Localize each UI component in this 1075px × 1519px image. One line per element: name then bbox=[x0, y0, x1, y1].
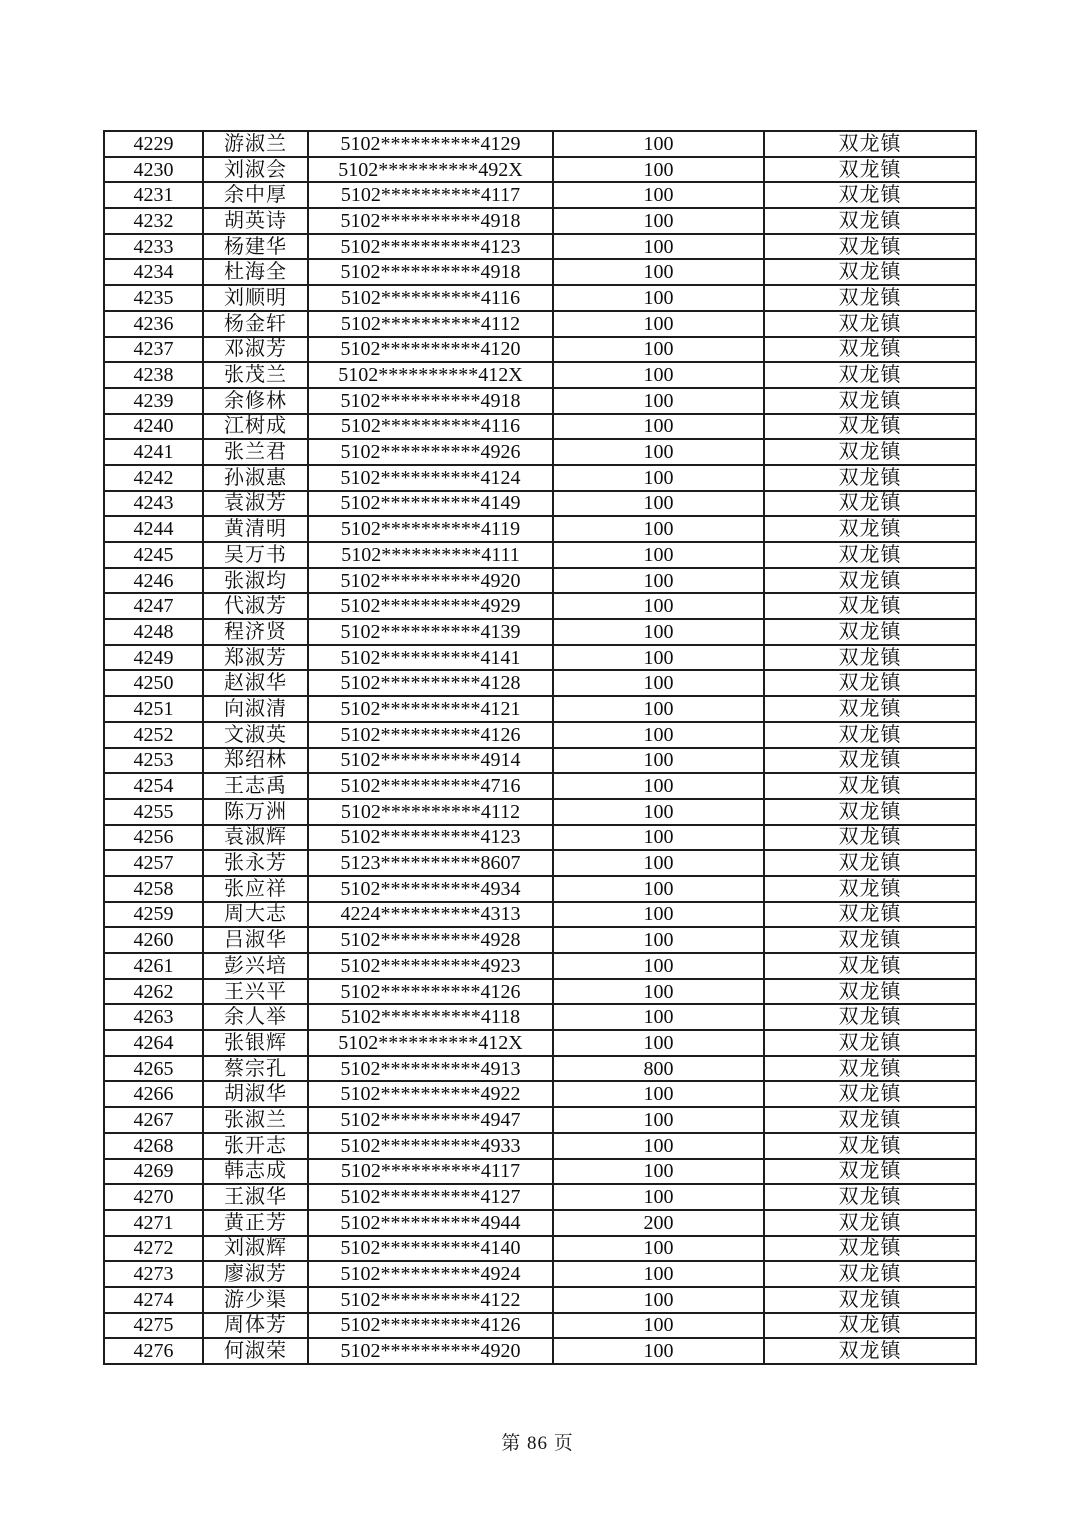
town-cell: 双龙镇 bbox=[764, 1313, 976, 1339]
amount-cell: 100 bbox=[553, 208, 764, 234]
town-cell: 双龙镇 bbox=[764, 182, 976, 208]
table-row bbox=[104, 670, 976, 696]
town-cell: 双龙镇 bbox=[764, 234, 976, 260]
table-row bbox=[104, 131, 976, 157]
row-number-cell: 4267 bbox=[104, 1107, 203, 1133]
id-number-cell: 5102**********4947 bbox=[308, 1107, 553, 1133]
table-row bbox=[104, 1261, 976, 1287]
row-number-cell: 4274 bbox=[104, 1287, 203, 1313]
id-number-cell: 5102**********4140 bbox=[308, 1236, 553, 1262]
town-cell: 双龙镇 bbox=[764, 850, 976, 876]
id-number-cell: 5102**********4934 bbox=[308, 876, 553, 902]
name-cell: 王淑华 bbox=[203, 1184, 308, 1210]
name-cell: 刘淑会 bbox=[203, 157, 308, 183]
id-number-cell: 5102**********4128 bbox=[308, 670, 553, 696]
row-number-cell: 4244 bbox=[104, 516, 203, 542]
name-cell: 郑绍林 bbox=[203, 748, 308, 774]
amount-cell: 100 bbox=[553, 1261, 764, 1287]
table-row bbox=[104, 696, 976, 722]
name-cell: 陈万洲 bbox=[203, 799, 308, 825]
town-cell: 双龙镇 bbox=[764, 1056, 976, 1082]
name-cell: 何淑荣 bbox=[203, 1338, 308, 1364]
amount-cell: 100 bbox=[553, 1313, 764, 1339]
row-number-cell: 4262 bbox=[104, 979, 203, 1005]
name-cell: 廖淑芳 bbox=[203, 1261, 308, 1287]
amount-cell: 100 bbox=[553, 593, 764, 619]
id-number-cell: 5102**********4112 bbox=[308, 311, 553, 337]
amount-cell: 100 bbox=[553, 902, 764, 928]
amount-cell: 100 bbox=[553, 337, 764, 363]
town-cell: 双龙镇 bbox=[764, 593, 976, 619]
table-row bbox=[104, 722, 976, 748]
id-number-cell: 5102**********492X bbox=[308, 157, 553, 183]
id-number-cell: 5102**********4126 bbox=[308, 722, 553, 748]
id-number-cell: 5102**********4920 bbox=[308, 1338, 553, 1364]
amount-cell: 100 bbox=[553, 979, 764, 1005]
table-row bbox=[104, 491, 976, 517]
town-cell: 双龙镇 bbox=[764, 516, 976, 542]
table-row bbox=[104, 902, 976, 928]
table-row bbox=[104, 208, 976, 234]
id-number-cell: 5102**********4126 bbox=[308, 979, 553, 1005]
table-row bbox=[104, 516, 976, 542]
table-row bbox=[104, 542, 976, 568]
amount-cell: 100 bbox=[553, 414, 764, 440]
town-cell: 双龙镇 bbox=[764, 465, 976, 491]
id-number-cell: 5102**********4918 bbox=[308, 259, 553, 285]
name-cell: 张淑均 bbox=[203, 568, 308, 594]
row-number-cell: 4266 bbox=[104, 1081, 203, 1107]
amount-cell: 100 bbox=[553, 953, 764, 979]
row-number-cell: 4276 bbox=[104, 1338, 203, 1364]
row-number-cell: 4268 bbox=[104, 1133, 203, 1159]
row-number-cell: 4246 bbox=[104, 568, 203, 594]
id-number-cell: 5102**********4121 bbox=[308, 696, 553, 722]
table-row bbox=[104, 979, 976, 1005]
row-number-cell: 4240 bbox=[104, 414, 203, 440]
amount-cell: 100 bbox=[553, 1081, 764, 1107]
amount-cell: 100 bbox=[553, 131, 764, 157]
town-cell: 双龙镇 bbox=[764, 1107, 976, 1133]
name-cell: 游少渠 bbox=[203, 1287, 308, 1313]
name-cell: 张茂兰 bbox=[203, 362, 308, 388]
row-number-cell: 4235 bbox=[104, 285, 203, 311]
table-row bbox=[104, 619, 976, 645]
id-number-cell: 4224**********4313 bbox=[308, 902, 553, 928]
town-cell: 双龙镇 bbox=[764, 568, 976, 594]
id-number-cell: 5102**********4141 bbox=[308, 645, 553, 671]
id-number-cell: 5102**********4122 bbox=[308, 1287, 553, 1313]
id-number-cell: 5102**********4922 bbox=[308, 1081, 553, 1107]
name-cell: 胡淑华 bbox=[203, 1081, 308, 1107]
id-number-cell: 5102**********4716 bbox=[308, 773, 553, 799]
id-number-cell: 5102**********4123 bbox=[308, 234, 553, 260]
row-number-cell: 4231 bbox=[104, 182, 203, 208]
town-cell: 双龙镇 bbox=[764, 1081, 976, 1107]
row-number-cell: 4250 bbox=[104, 670, 203, 696]
row-number-cell: 4273 bbox=[104, 1261, 203, 1287]
amount-cell: 100 bbox=[553, 670, 764, 696]
table-row bbox=[104, 1133, 976, 1159]
id-number-cell: 5102**********4139 bbox=[308, 619, 553, 645]
row-number-cell: 4259 bbox=[104, 902, 203, 928]
amount-cell: 100 bbox=[553, 182, 764, 208]
id-number-cell: 5102**********412X bbox=[308, 1030, 553, 1056]
table-row bbox=[104, 1313, 976, 1339]
amount-cell: 100 bbox=[553, 491, 764, 517]
town-cell: 双龙镇 bbox=[764, 1030, 976, 1056]
beneficiary-table-body bbox=[104, 131, 976, 1364]
amount-cell: 100 bbox=[553, 927, 764, 953]
name-cell: 余中厚 bbox=[203, 182, 308, 208]
town-cell: 双龙镇 bbox=[764, 645, 976, 671]
town-cell: 双龙镇 bbox=[764, 414, 976, 440]
id-number-cell: 5102**********4928 bbox=[308, 927, 553, 953]
name-cell: 江树成 bbox=[203, 414, 308, 440]
id-number-cell: 5102**********4116 bbox=[308, 285, 553, 311]
row-number-cell: 4242 bbox=[104, 465, 203, 491]
row-number-cell: 4269 bbox=[104, 1159, 203, 1185]
name-cell: 蔡宗孔 bbox=[203, 1056, 308, 1082]
row-number-cell: 4241 bbox=[104, 439, 203, 465]
amount-cell: 100 bbox=[553, 1159, 764, 1185]
id-number-cell: 5102**********4929 bbox=[308, 593, 553, 619]
id-number-cell: 5102**********4127 bbox=[308, 1184, 553, 1210]
town-cell: 双龙镇 bbox=[764, 670, 976, 696]
town-cell: 双龙镇 bbox=[764, 722, 976, 748]
town-cell: 双龙镇 bbox=[764, 927, 976, 953]
amount-cell: 100 bbox=[553, 388, 764, 414]
id-number-cell: 5102**********4918 bbox=[308, 208, 553, 234]
name-cell: 代淑芳 bbox=[203, 593, 308, 619]
row-number-cell: 4237 bbox=[104, 337, 203, 363]
amount-cell: 100 bbox=[553, 799, 764, 825]
row-number-cell: 4261 bbox=[104, 953, 203, 979]
beneficiary-table bbox=[103, 130, 977, 1365]
name-cell: 邓淑芳 bbox=[203, 337, 308, 363]
id-number-cell: 5102**********4117 bbox=[308, 1159, 553, 1185]
town-cell: 双龙镇 bbox=[764, 902, 976, 928]
id-number-cell: 5102**********4117 bbox=[308, 182, 553, 208]
id-number-cell: 5102**********4118 bbox=[308, 1004, 553, 1030]
amount-cell: 100 bbox=[553, 696, 764, 722]
id-number-cell: 5102**********4920 bbox=[308, 568, 553, 594]
name-cell: 孙淑惠 bbox=[203, 465, 308, 491]
table-row bbox=[104, 953, 976, 979]
town-cell: 双龙镇 bbox=[764, 876, 976, 902]
amount-cell: 100 bbox=[553, 748, 764, 774]
row-number-cell: 4245 bbox=[104, 542, 203, 568]
amount-cell: 100 bbox=[553, 362, 764, 388]
table-row bbox=[104, 1056, 976, 1082]
town-cell: 双龙镇 bbox=[764, 311, 976, 337]
name-cell: 文淑英 bbox=[203, 722, 308, 748]
amount-cell: 100 bbox=[553, 619, 764, 645]
id-number-cell: 5102**********4923 bbox=[308, 953, 553, 979]
row-number-cell: 4247 bbox=[104, 593, 203, 619]
town-cell: 双龙镇 bbox=[764, 542, 976, 568]
amount-cell: 100 bbox=[553, 516, 764, 542]
town-cell: 双龙镇 bbox=[764, 825, 976, 851]
amount-cell: 100 bbox=[553, 568, 764, 594]
name-cell: 赵淑华 bbox=[203, 670, 308, 696]
table-row bbox=[104, 1210, 976, 1236]
name-cell: 杨建华 bbox=[203, 234, 308, 260]
id-number-cell: 5102**********4926 bbox=[308, 439, 553, 465]
id-number-cell: 5102**********412X bbox=[308, 362, 553, 388]
table-row bbox=[104, 593, 976, 619]
id-number-cell: 5123**********8607 bbox=[308, 850, 553, 876]
id-number-cell: 5102**********4918 bbox=[308, 388, 553, 414]
name-cell: 余修林 bbox=[203, 388, 308, 414]
row-number-cell: 4248 bbox=[104, 619, 203, 645]
id-number-cell: 5102**********4116 bbox=[308, 414, 553, 440]
town-cell: 双龙镇 bbox=[764, 388, 976, 414]
name-cell: 余人举 bbox=[203, 1004, 308, 1030]
town-cell: 双龙镇 bbox=[764, 285, 976, 311]
row-number-cell: 4232 bbox=[104, 208, 203, 234]
name-cell: 游淑兰 bbox=[203, 131, 308, 157]
row-number-cell: 4272 bbox=[104, 1236, 203, 1262]
table-row bbox=[104, 645, 976, 671]
town-cell: 双龙镇 bbox=[764, 1004, 976, 1030]
row-number-cell: 4243 bbox=[104, 491, 203, 517]
row-number-cell: 4253 bbox=[104, 748, 203, 774]
name-cell: 张开志 bbox=[203, 1133, 308, 1159]
table-row bbox=[104, 157, 976, 183]
name-cell: 张永芳 bbox=[203, 850, 308, 876]
table-row bbox=[104, 1159, 976, 1185]
row-number-cell: 4249 bbox=[104, 645, 203, 671]
table-row bbox=[104, 1004, 976, 1030]
table-row bbox=[104, 927, 976, 953]
town-cell: 双龙镇 bbox=[764, 491, 976, 517]
name-cell: 向淑清 bbox=[203, 696, 308, 722]
table-row bbox=[104, 259, 976, 285]
table-row bbox=[104, 439, 976, 465]
row-number-cell: 4263 bbox=[104, 1004, 203, 1030]
town-cell: 双龙镇 bbox=[764, 1184, 976, 1210]
row-number-cell: 4233 bbox=[104, 234, 203, 260]
town-cell: 双龙镇 bbox=[764, 337, 976, 363]
amount-cell: 100 bbox=[553, 1004, 764, 1030]
table-row bbox=[104, 1030, 976, 1056]
table-row bbox=[104, 825, 976, 851]
name-cell: 王兴平 bbox=[203, 979, 308, 1005]
id-number-cell: 5102**********4120 bbox=[308, 337, 553, 363]
name-cell: 彭兴培 bbox=[203, 953, 308, 979]
town-cell: 双龙镇 bbox=[764, 1236, 976, 1262]
table-row bbox=[104, 748, 976, 774]
town-cell: 双龙镇 bbox=[764, 1210, 976, 1236]
town-cell: 双龙镇 bbox=[764, 439, 976, 465]
amount-cell: 100 bbox=[553, 1236, 764, 1262]
town-cell: 双龙镇 bbox=[764, 748, 976, 774]
town-cell: 双龙镇 bbox=[764, 619, 976, 645]
name-cell: 袁淑芳 bbox=[203, 491, 308, 517]
id-number-cell: 5102**********4924 bbox=[308, 1261, 553, 1287]
amount-cell: 100 bbox=[553, 773, 764, 799]
town-cell: 双龙镇 bbox=[764, 259, 976, 285]
amount-cell: 100 bbox=[553, 825, 764, 851]
amount-cell: 100 bbox=[553, 876, 764, 902]
town-cell: 双龙镇 bbox=[764, 1261, 976, 1287]
table-row bbox=[104, 1184, 976, 1210]
row-number-cell: 4236 bbox=[104, 311, 203, 337]
name-cell: 胡英诗 bbox=[203, 208, 308, 234]
row-number-cell: 4229 bbox=[104, 131, 203, 157]
town-cell: 双龙镇 bbox=[764, 208, 976, 234]
town-cell: 双龙镇 bbox=[764, 1159, 976, 1185]
table-row bbox=[104, 1107, 976, 1133]
id-number-cell: 5102**********4933 bbox=[308, 1133, 553, 1159]
name-cell: 吴万书 bbox=[203, 542, 308, 568]
name-cell: 吕淑华 bbox=[203, 927, 308, 953]
name-cell: 程济贤 bbox=[203, 619, 308, 645]
id-number-cell: 5102**********4149 bbox=[308, 491, 553, 517]
amount-cell: 100 bbox=[553, 645, 764, 671]
row-number-cell: 4257 bbox=[104, 850, 203, 876]
amount-cell: 100 bbox=[553, 439, 764, 465]
id-number-cell: 5102**********4913 bbox=[308, 1056, 553, 1082]
id-number-cell: 5102**********4126 bbox=[308, 1313, 553, 1339]
row-number-cell: 4256 bbox=[104, 825, 203, 851]
name-cell: 杨金轩 bbox=[203, 311, 308, 337]
town-cell: 双龙镇 bbox=[764, 1338, 976, 1364]
name-cell: 黄正芳 bbox=[203, 1210, 308, 1236]
town-cell: 双龙镇 bbox=[764, 157, 976, 183]
table-row bbox=[104, 234, 976, 260]
town-cell: 双龙镇 bbox=[764, 773, 976, 799]
amount-cell: 100 bbox=[553, 311, 764, 337]
name-cell: 韩志成 bbox=[203, 1159, 308, 1185]
row-number-cell: 4271 bbox=[104, 1210, 203, 1236]
row-number-cell: 4252 bbox=[104, 722, 203, 748]
table-row bbox=[104, 799, 976, 825]
table-row bbox=[104, 285, 976, 311]
name-cell: 刘淑辉 bbox=[203, 1236, 308, 1262]
id-number-cell: 5102**********4112 bbox=[308, 799, 553, 825]
town-cell: 双龙镇 bbox=[764, 1133, 976, 1159]
town-cell: 双龙镇 bbox=[764, 979, 976, 1005]
town-cell: 双龙镇 bbox=[764, 696, 976, 722]
table-row bbox=[104, 1338, 976, 1364]
amount-cell: 100 bbox=[553, 542, 764, 568]
name-cell: 张兰君 bbox=[203, 439, 308, 465]
page-number-footer: 第 86 页 bbox=[501, 1433, 574, 1454]
amount-cell: 100 bbox=[553, 465, 764, 491]
row-number-cell: 4238 bbox=[104, 362, 203, 388]
name-cell: 张银辉 bbox=[203, 1030, 308, 1056]
amount-cell: 100 bbox=[553, 722, 764, 748]
row-number-cell: 4258 bbox=[104, 876, 203, 902]
amount-cell: 100 bbox=[553, 259, 764, 285]
table-row bbox=[104, 568, 976, 594]
name-cell: 刘顺明 bbox=[203, 285, 308, 311]
amount-cell: 100 bbox=[553, 1030, 764, 1056]
id-number-cell: 5102**********4111 bbox=[308, 542, 553, 568]
town-cell: 双龙镇 bbox=[764, 799, 976, 825]
table-row bbox=[104, 465, 976, 491]
id-number-cell: 5102**********4914 bbox=[308, 748, 553, 774]
name-cell: 黄清明 bbox=[203, 516, 308, 542]
amount-cell: 100 bbox=[553, 1338, 764, 1364]
amount-cell: 100 bbox=[553, 234, 764, 260]
name-cell: 张应祥 bbox=[203, 876, 308, 902]
table-row bbox=[104, 311, 976, 337]
row-number-cell: 4270 bbox=[104, 1184, 203, 1210]
id-number-cell: 5102**********4124 bbox=[308, 465, 553, 491]
table-row bbox=[104, 362, 976, 388]
town-cell: 双龙镇 bbox=[764, 953, 976, 979]
row-number-cell: 4239 bbox=[104, 388, 203, 414]
table-row bbox=[104, 388, 976, 414]
table-row bbox=[104, 850, 976, 876]
row-number-cell: 4254 bbox=[104, 773, 203, 799]
town-cell: 双龙镇 bbox=[764, 131, 976, 157]
table-row bbox=[104, 1236, 976, 1262]
table-row bbox=[104, 182, 976, 208]
id-number-cell: 5102**********4119 bbox=[308, 516, 553, 542]
name-cell: 袁淑辉 bbox=[203, 825, 308, 851]
id-number-cell: 5102**********4123 bbox=[308, 825, 553, 851]
table-row bbox=[104, 337, 976, 363]
name-cell: 郑淑芳 bbox=[203, 645, 308, 671]
row-number-cell: 4265 bbox=[104, 1056, 203, 1082]
name-cell: 王志禹 bbox=[203, 773, 308, 799]
id-number-cell: 5102**********4944 bbox=[308, 1210, 553, 1236]
amount-cell: 800 bbox=[553, 1056, 764, 1082]
table-row bbox=[104, 876, 976, 902]
name-cell: 杜海全 bbox=[203, 259, 308, 285]
amount-cell: 100 bbox=[553, 850, 764, 876]
table-row bbox=[104, 1081, 976, 1107]
amount-cell: 100 bbox=[553, 157, 764, 183]
row-number-cell: 4234 bbox=[104, 259, 203, 285]
name-cell: 周体芳 bbox=[203, 1313, 308, 1339]
name-cell: 张淑兰 bbox=[203, 1107, 308, 1133]
row-number-cell: 4255 bbox=[104, 799, 203, 825]
amount-cell: 100 bbox=[553, 285, 764, 311]
row-number-cell: 4251 bbox=[104, 696, 203, 722]
table-row bbox=[104, 773, 976, 799]
name-cell: 周大志 bbox=[203, 902, 308, 928]
amount-cell: 100 bbox=[553, 1184, 764, 1210]
town-cell: 双龙镇 bbox=[764, 362, 976, 388]
amount-cell: 100 bbox=[553, 1287, 764, 1313]
table-row bbox=[104, 414, 976, 440]
row-number-cell: 4230 bbox=[104, 157, 203, 183]
amount-cell: 100 bbox=[553, 1107, 764, 1133]
row-number-cell: 4260 bbox=[104, 927, 203, 953]
table-row bbox=[104, 1287, 976, 1313]
town-cell: 双龙镇 bbox=[764, 1287, 976, 1313]
amount-cell: 100 bbox=[553, 1133, 764, 1159]
row-number-cell: 4264 bbox=[104, 1030, 203, 1056]
amount-cell: 200 bbox=[553, 1210, 764, 1236]
row-number-cell: 4275 bbox=[104, 1313, 203, 1339]
id-number-cell: 5102**********4129 bbox=[308, 131, 553, 157]
